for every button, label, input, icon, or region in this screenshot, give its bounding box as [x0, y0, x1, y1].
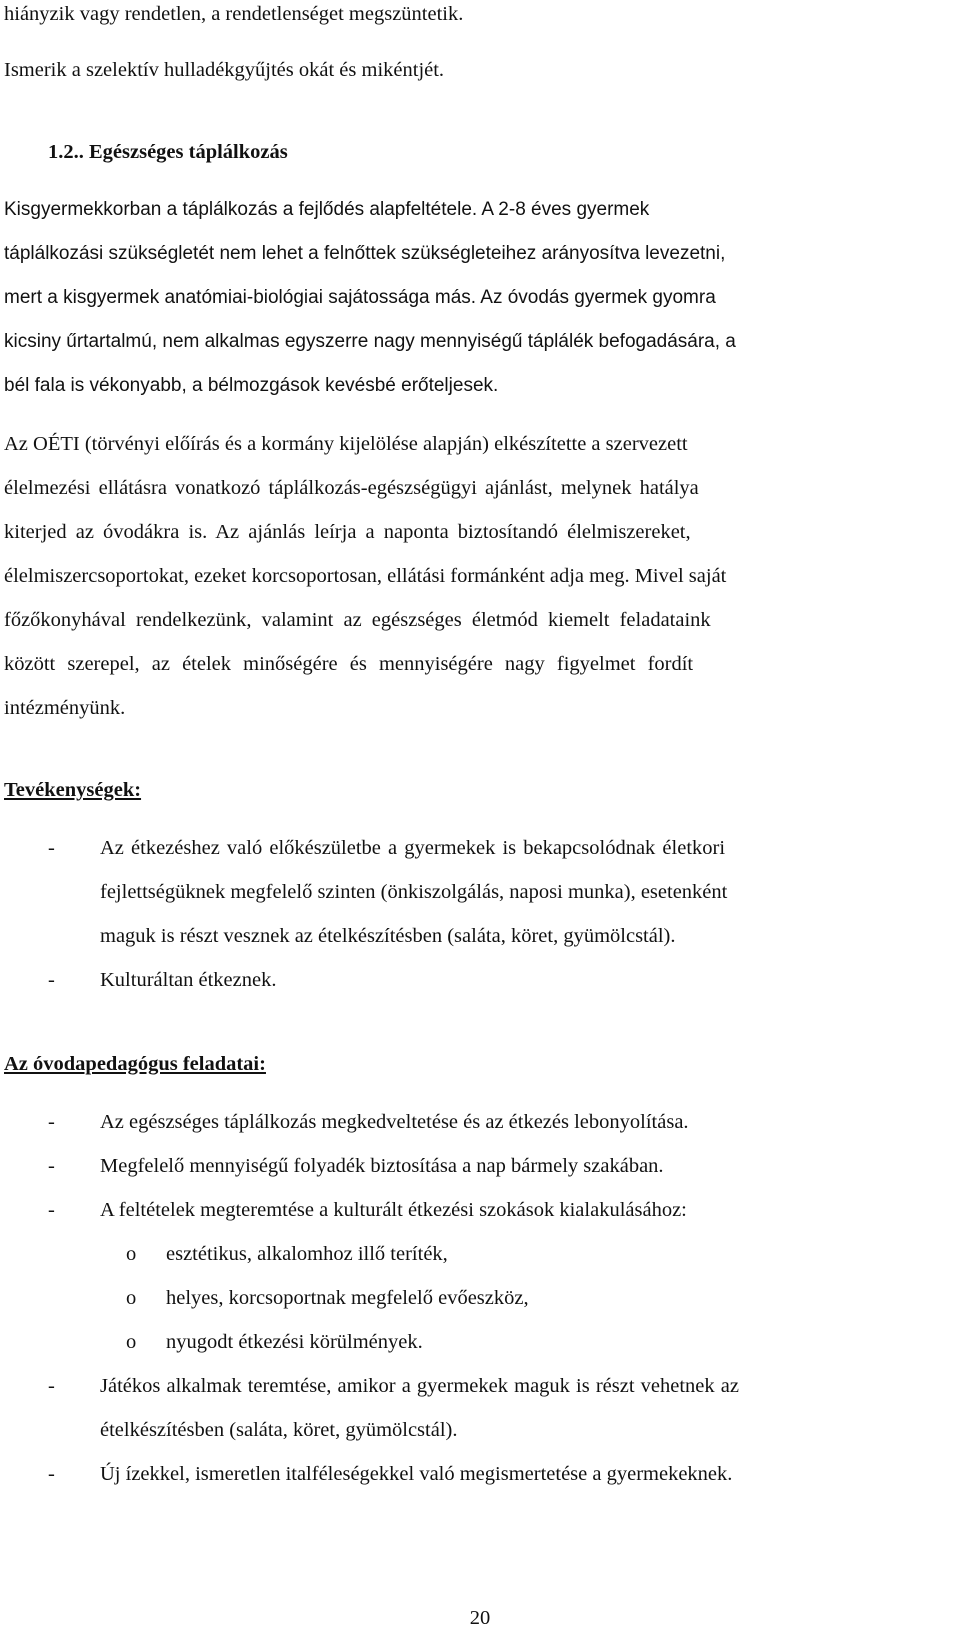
- intro-line: hiányzik vagy rendetlen, a rendetlenséget megszüntetik.: [4, 3, 464, 25]
- list-bullet: -: [48, 1199, 55, 1221]
- tasks-heading: Az óvodapedagógus feladatai:: [4, 1053, 266, 1075]
- list-bullet: -: [48, 1155, 55, 1177]
- sub-list-bullet: o: [126, 1243, 137, 1265]
- paragraph-line: mert a kisgyermek anatómiai-biológiai sajátossága más. Az óvodás gyermek gyomra: [4, 287, 716, 308]
- paragraph-line: között szerepel, az ételek minőségére és mennyiségére nagy figyelmet fordít: [4, 653, 694, 675]
- paragraph-line: kicsiny űrtartalmú, nem alkalmas egyszerre nagy mennyiségű táplálék befogadására, a: [4, 331, 736, 352]
- list-item: Kulturáltan étkeznek.: [100, 969, 277, 991]
- sub-list-item: helyes, korcsoportnak megfelelő evőeszköz,: [166, 1287, 529, 1309]
- paragraph-line: kiterjed az óvodákra is. Az ajánlás leírja a naponta biztosítandó élelmiszereket,: [4, 521, 691, 543]
- paragraph-line: főzőkonyhával rendelkezünk, valamint az egészséges életmód kiemelt feladataink: [4, 609, 711, 631]
- paragraph-line: [4, 200, 956, 219]
- paragraph-line: bél fala is vékonyabb, a bélmozgások kevésbé erőteljesek.: [4, 375, 499, 396]
- list-item: Az étkezéshez való előkészületbe a gyermekek is bekapcsolódnak életkori: [100, 837, 726, 859]
- section-number: 1.2..: [48, 141, 84, 163]
- paragraph-line: intézményünk.: [4, 697, 126, 719]
- paragraph-line: élelmezési ellátásra vonatkozó táplálkozás-egészségügyi ajánlást, melynek hatálya: [4, 477, 699, 499]
- paragraph-line: élelmiszercsoportokat, ezeket korcsoportosan, ellátási formánként adja meg. Mivel saját: [4, 565, 727, 587]
- list-bullet: -: [48, 1375, 55, 1397]
- activities-heading: Tevékenységek:: [4, 779, 142, 801]
- paragraph-line: Az OÉTI (törvényi előírás és a kormány kijelölése alapján) elkészítette a szervezett: [4, 433, 688, 455]
- paragraph-line: táplálkozási szükségletét nem lehet a felnőttek szükségleteihez arányosítva levezetni,: [4, 243, 726, 264]
- document-page: [4, 0, 956, 1648]
- section-heading: [48, 142, 288, 163]
- list-bullet: -: [48, 1463, 55, 1485]
- section-title: Egészséges táplálkozás: [89, 141, 288, 163]
- list-item: A feltételek megteremtése a kulturált étkezési szokások kialakulásához:: [100, 1199, 687, 1221]
- list-item: maguk is részt vesznek az ételkészítésben (saláta, köret, gyümölcstál).: [100, 925, 676, 947]
- list-bullet: -: [48, 1111, 55, 1133]
- intro-line: Ismerik a szelektív hulladékgyűjtés okát és mikéntjét.: [4, 59, 445, 81]
- list-bullet: -: [48, 969, 55, 991]
- list-item: Új ízekkel, ismeretlen italféleségekkel való megismertetése a gyermekeknek.: [100, 1463, 733, 1485]
- list-item: ételkészítésben (saláta, köret, gyümölcstál).: [100, 1419, 458, 1441]
- sub-list-bullet: o: [126, 1287, 137, 1309]
- list-bullet: -: [48, 837, 55, 859]
- list-item: Az egészséges táplálkozás megkedveltetése és az étkezés lebonyolítása.: [100, 1111, 689, 1133]
- page-number: 20: [469, 1607, 491, 1629]
- list-item: Játékos alkalmak teremtése, amikor a gyermekek maguk is részt vehetnek az: [100, 1375, 739, 1397]
- list-item: fejlettségüknek megfelelő szinten (önkiszolgálás, naposi munka), esetenként: [100, 881, 728, 903]
- paragraph-text: Kisgyermekkorban a táplálkozás a fejlődés alapfeltétele. A 2-8 éves gyermek: [4, 199, 650, 220]
- sub-list-bullet: o: [126, 1331, 137, 1353]
- sub-list-item: nyugodt étkezési körülmények.: [166, 1331, 423, 1353]
- sub-list-item: esztétikus, alkalomhoz illő teríték,: [166, 1243, 448, 1265]
- list-item: Megfelelő mennyiségű folyadék biztosítása a nap bármely szakában.: [100, 1155, 664, 1177]
